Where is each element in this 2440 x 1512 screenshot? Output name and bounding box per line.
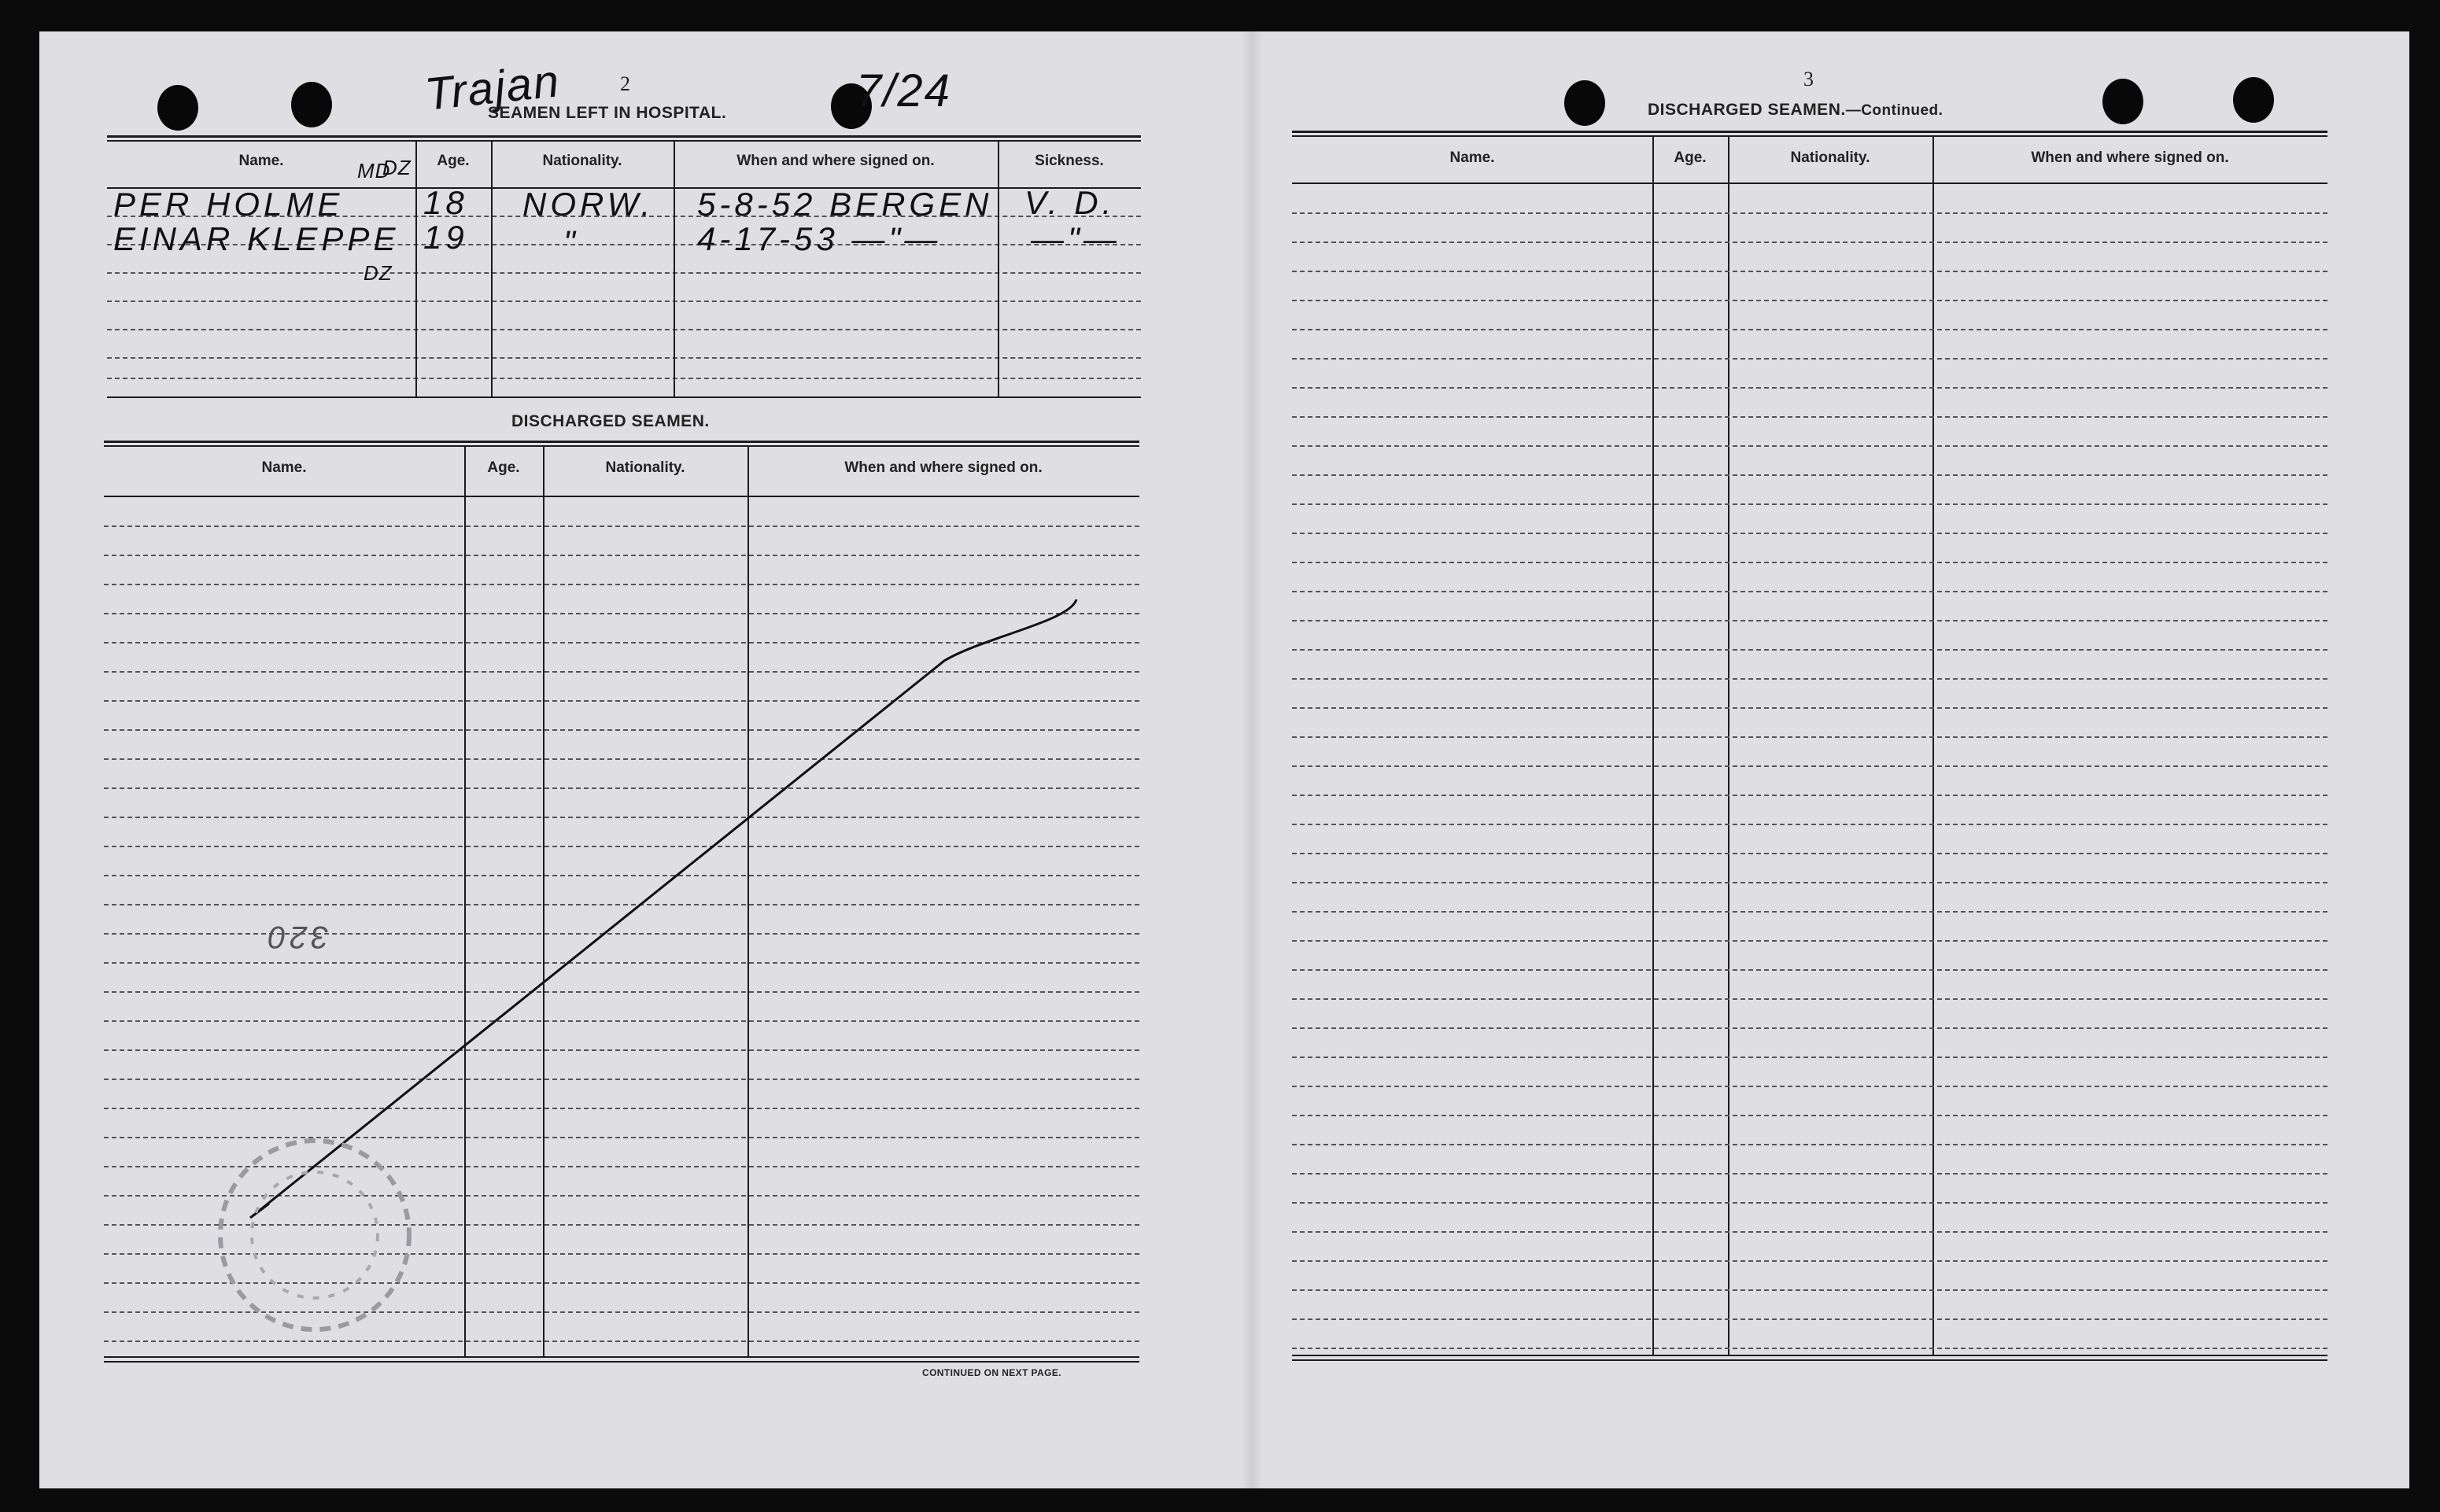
table-row-line — [1292, 911, 2327, 913]
table-row-line — [104, 642, 1139, 644]
table-rule — [104, 441, 1139, 443]
column-divider — [674, 142, 675, 398]
table-row-line — [104, 1049, 1139, 1051]
table-row-line — [104, 1311, 1139, 1313]
header-name: Name. — [238, 153, 284, 169]
table-row-line — [104, 962, 1139, 964]
table-rule — [1292, 135, 2327, 137]
table-row-line — [1292, 1115, 2327, 1116]
column-divider — [415, 142, 417, 398]
punch-hole-right-2 — [2102, 79, 2143, 124]
table-row-line — [104, 758, 1139, 760]
table-row-line — [1292, 649, 2327, 651]
table-row-line — [104, 933, 1139, 935]
table-row-line — [1292, 969, 2327, 971]
note-dz: DZ — [382, 156, 412, 179]
continued-footer: CONTINUED ON NEXT PAGE. — [922, 1367, 1061, 1378]
table-row-line — [1292, 445, 2327, 447]
table-row-line — [104, 904, 1139, 905]
punch-hole-right-3 — [2233, 77, 2274, 123]
table-row-line — [1292, 1318, 2327, 1320]
punch-hole-left-1 — [157, 85, 198, 131]
table-row-line — [1292, 736, 2327, 738]
discharged-continued-title-text: DISCHARGED SEAMEN. — [1648, 101, 1846, 119]
page-number-right: 3 — [1803, 68, 1814, 90]
table-rule — [1292, 131, 2327, 133]
entry-name: PER HOLME — [113, 186, 344, 223]
header-signed-on: When and where signed on. — [2031, 149, 2229, 166]
table-row-line — [104, 817, 1139, 818]
table-row-line — [1292, 358, 2327, 360]
table-rule — [1292, 1359, 2327, 1361]
table-row-line — [1292, 1144, 2327, 1145]
entry-nationality: NORW. — [522, 186, 655, 223]
table-row-line — [1292, 300, 2327, 301]
table-row-line — [1292, 620, 2327, 621]
table-row-line — [1292, 562, 2327, 563]
table-row-line — [1292, 387, 2327, 389]
entry-signed-on: 5-8-52 BERGEN — [697, 186, 993, 223]
header-nationality: Nationality. — [1790, 149, 1870, 166]
header-age: Age. — [487, 459, 520, 476]
table-row-line — [1292, 1348, 2327, 1349]
table-row-line — [1292, 242, 2327, 243]
table-row-line — [104, 584, 1139, 585]
table-rule — [107, 135, 1141, 138]
table-row-line — [1292, 1086, 2327, 1087]
table-row-line — [1292, 853, 2327, 854]
header-age: Age. — [437, 153, 470, 169]
discharged-continued-title — [1648, 101, 1943, 120]
table-rule — [107, 140, 1141, 142]
ship-name-annotation: Trajan — [423, 55, 563, 120]
entry-sickness: V. D. — [1024, 184, 1116, 221]
table-row-line — [1292, 795, 2327, 796]
table-row-line — [1292, 416, 2327, 418]
entry-name: EINAR KLEPPE — [113, 220, 400, 257]
table-row-line — [1292, 940, 2327, 942]
header-signed-on: When and where signed on. — [844, 459, 1043, 476]
table-row-line — [107, 272, 1141, 274]
page-number-left: 2 — [620, 72, 630, 95]
table-row-line — [1292, 591, 2327, 592]
table-row-line — [1292, 1202, 2327, 1204]
header-sickness: Sickness. — [1035, 153, 1104, 169]
table-row-line — [1292, 533, 2327, 534]
table-row-line — [107, 301, 1141, 302]
table-rule — [1292, 183, 2327, 184]
table-row-line — [104, 1079, 1139, 1080]
table-row-line — [1292, 1057, 2327, 1058]
header-nationality: Nationality. — [542, 153, 622, 169]
punch-hole-right-1 — [1564, 80, 1605, 126]
entry-sickness: —"— — [1031, 220, 1120, 257]
entry-nationality: " — [563, 223, 579, 260]
table-row-line — [1292, 824, 2327, 825]
table-row-line — [104, 846, 1139, 847]
page-fold — [1242, 31, 1262, 1488]
table-row-line — [1292, 1027, 2327, 1029]
table-row-line — [1292, 1289, 2327, 1291]
header-signed-on: When and where signed on. — [736, 153, 935, 169]
note-dz-lower: DZ — [364, 261, 393, 285]
continued-suffix: —Continued. — [1845, 102, 1944, 119]
table-rule — [104, 1356, 1139, 1358]
table-row-line — [104, 555, 1139, 556]
entry-signed-on: 4-17-53 —"— — [697, 220, 942, 257]
table-row-line — [104, 787, 1139, 789]
table-row-line — [1292, 1173, 2327, 1175]
table-row-line — [104, 875, 1139, 876]
table-row-line — [1292, 882, 2327, 883]
table-row-line — [104, 729, 1139, 731]
table-row-line — [107, 357, 1141, 359]
table-row-line — [1292, 474, 2327, 476]
table-row-line — [1292, 1260, 2327, 1262]
table-rule — [104, 496, 1139, 497]
table-row-line — [104, 700, 1139, 702]
table-row-line — [104, 1282, 1139, 1284]
entry-age: 18 — [423, 184, 468, 221]
table-rule — [104, 445, 1139, 447]
header-age: Age. — [1674, 149, 1707, 166]
header-name: Name. — [261, 459, 307, 476]
entry-age: 19 — [423, 219, 468, 256]
table-row-line — [104, 613, 1139, 614]
table-row-line — [107, 329, 1141, 330]
header-name: Name. — [1449, 149, 1495, 166]
table-row-line — [1292, 765, 2327, 767]
table-row-line — [1292, 678, 2327, 680]
table-row-line — [104, 1253, 1139, 1255]
table-row-line — [1292, 271, 2327, 272]
table-rule — [104, 1361, 1139, 1363]
table-row-line — [104, 1195, 1139, 1197]
table-row-line — [104, 1166, 1139, 1167]
discharged-table-right — [1292, 131, 2327, 1363]
table-row-line — [104, 991, 1139, 993]
note-md: MD — [357, 159, 391, 183]
table-row-line — [104, 1341, 1139, 1342]
table-row-line — [104, 526, 1139, 527]
table-row-line — [104, 671, 1139, 673]
table-row-line — [104, 1108, 1139, 1109]
hospital-section-title: SEAMEN LEFT IN HOSPITAL. — [488, 104, 727, 122]
hospital-table — [107, 135, 1141, 400]
table-row-line — [1292, 329, 2327, 330]
table-rule — [107, 396, 1141, 398]
header-nationality: Nationality. — [605, 459, 685, 476]
table-row-line — [104, 1224, 1139, 1226]
column-divider — [491, 142, 493, 398]
table-row-line — [107, 378, 1141, 379]
punch-hole-left-2 — [291, 82, 332, 127]
table-row-line — [104, 1137, 1139, 1138]
discharged-table-left — [104, 441, 1139, 1363]
table-row-line — [1292, 998, 2327, 1000]
table-rule — [1292, 1355, 2327, 1356]
date-annotation: 7/24 — [856, 65, 951, 116]
column-divider — [998, 142, 999, 398]
table-row-line — [1292, 503, 2327, 505]
table-row-line — [1292, 212, 2327, 214]
table-row-line — [104, 1020, 1139, 1022]
margin-number: 320 — [264, 920, 329, 954]
table-row-line — [1292, 1231, 2327, 1233]
table-row-line — [1292, 707, 2327, 709]
discharged-section-title: DISCHARGED SEAMEN. — [511, 412, 710, 430]
